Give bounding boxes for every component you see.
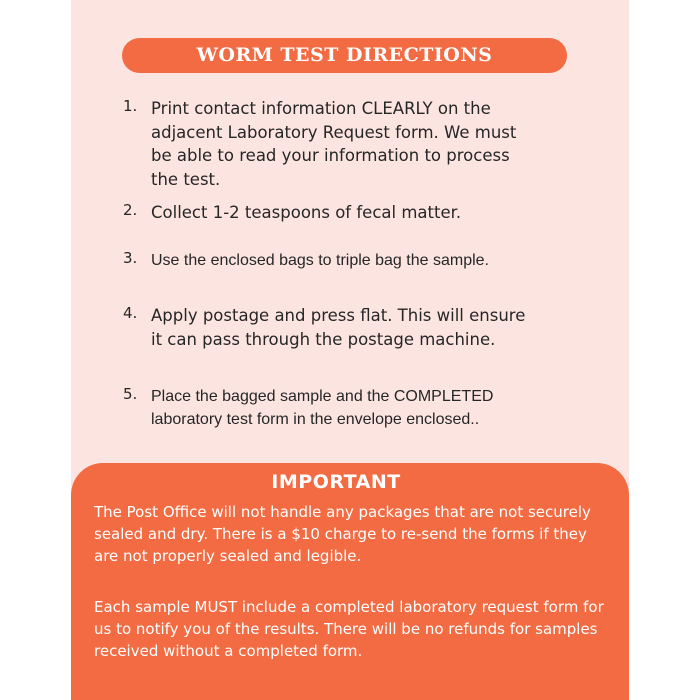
step-text: Place the bagged sample and the COMPLETED laboratory test form in the envelope enclosed.. (151, 388, 494, 428)
title-banner (122, 38, 567, 73)
step-text: Print contact information CLEARLY on the adjacent Laboratory Request form. We must be able to read your information to process the test. (151, 99, 517, 189)
step-text: Apply postage and press flat. This will ensure it can pass through the postage machine. (151, 306, 526, 349)
step-number: 1. (123, 97, 138, 115)
step-item-4 (123, 304, 533, 351)
step-item-5 (123, 385, 533, 431)
step-item-2 (123, 201, 533, 225)
important-panel (71, 463, 629, 700)
page-title: WORM TEST DIRECTIONS (196, 44, 493, 66)
step-text: Collect 1-2 teaspoons of fecal matter. (151, 203, 462, 222)
directions-card (71, 0, 629, 700)
step-text: Use the enclosed bags to triple bag the sample. (151, 252, 489, 269)
important-paragraph-2: Each sample MUST include a completed laboratory request form for us to notify you of the results. There will be no refunds for samples received without a completed form. (94, 598, 604, 660)
important-heading: IMPORTANT (271, 471, 401, 493)
step-number: 5. (123, 385, 138, 403)
step-number: 2. (123, 201, 138, 219)
step-item-3 (123, 249, 533, 272)
step-number: 4. (123, 304, 138, 322)
step-item-1 (123, 97, 533, 191)
step-number: 3. (123, 249, 138, 267)
important-paragraph-1: The Post Office will not handle any packages that are not securely sealed and dry. There is a $10 charge to re-send the forms if they are not properly sealed and legible. (94, 503, 591, 565)
